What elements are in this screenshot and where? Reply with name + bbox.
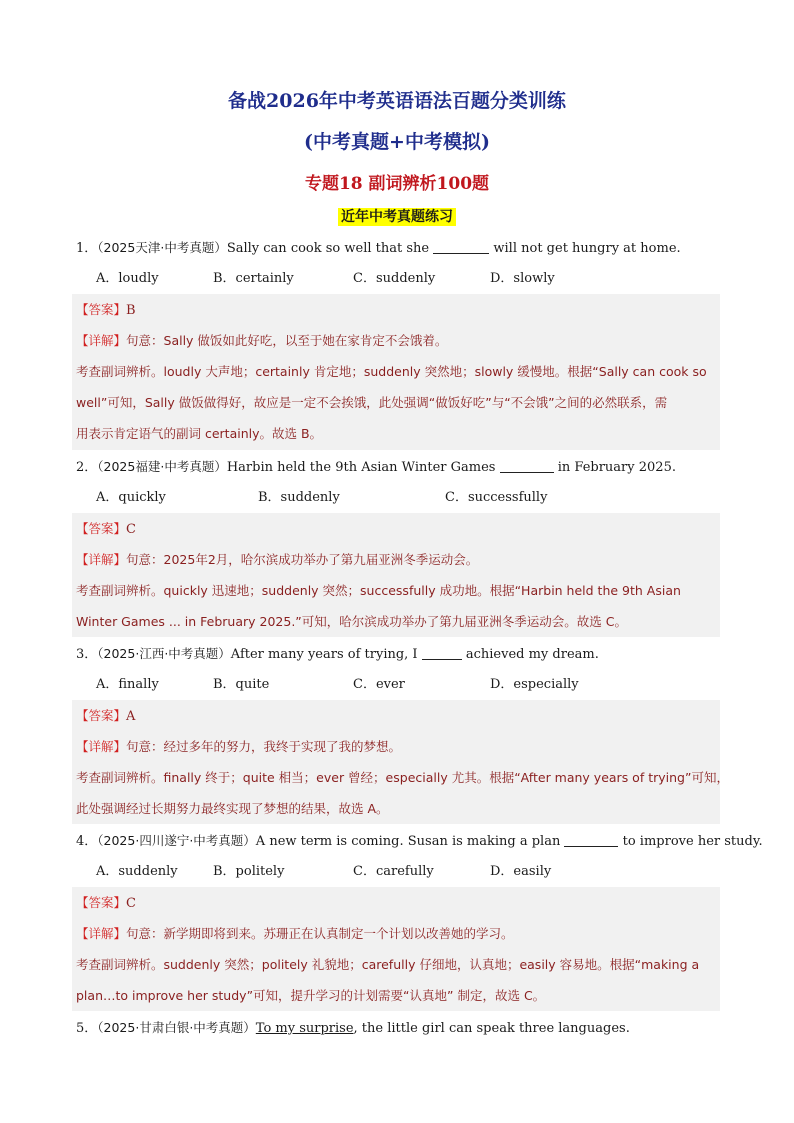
answer-line — [76, 708, 135, 725]
section-heading — [0, 206, 794, 226]
detail-meaning: 句意：新学期即将到来。苏珊正在认真制定一个计划以改善她的学习。 — [126, 926, 514, 941]
question-text: will not get hungry at home. — [493, 241, 681, 256]
detail-line — [76, 552, 478, 568]
question-source: （2025·四川遂宁·中考真题） — [97, 833, 256, 848]
detail-meaning: 句意：Sally 做饭如此好吃，以至于她在家肯定不会饿着。 — [126, 333, 448, 348]
answer-value: B — [126, 303, 136, 318]
question-text: Harbin held the 9th Asian Winter Games — [226, 460, 496, 475]
option-d: D．easily — [490, 864, 552, 879]
detail-label: 【详解】 — [76, 552, 127, 567]
question-text: After many years of trying, I — [230, 647, 418, 662]
topic-heading: 专题18 副词辨析100题 — [304, 174, 490, 194]
detail-label: 【详解】 — [76, 926, 127, 941]
answer-blank — [433, 241, 489, 254]
detail-line — [76, 926, 514, 942]
question-number: 2． — [76, 460, 98, 475]
question-text: to improve her study. — [622, 834, 763, 849]
option-d: D．especially — [490, 677, 579, 692]
analysis-line: 用表示肯定语气的副词 certainly。故选 B。 — [76, 426, 323, 441]
detail-line — [76, 333, 447, 349]
analysis-line: 考查副词辨析。suddenly 突然；politely 礼貌地；carefully 仔细地，认真地；easily 容易地。根据“making a — [76, 957, 700, 972]
detail-label: 【详解】 — [76, 739, 127, 754]
detail-meaning: 句意：2025年2月，哈尔滨成功举办了第九届亚洲冬季运动会。 — [126, 552, 479, 567]
detail-label: 【详解】 — [76, 333, 127, 348]
option-d: D．slowly — [490, 271, 555, 286]
option-a: A．suddenly — [96, 864, 178, 879]
question-text: achieved my dream. — [465, 647, 599, 662]
section-heading-text: 近年中考真题练习 — [338, 208, 456, 226]
detail-meaning: 句意：经过多年的努力，我终于实现了我的梦想。 — [126, 739, 402, 754]
analysis-line: 考查副词辨析。finally 终于；quite 相当；ever 曾经；especially 尤其。根据“After many years of trying”可知， — [76, 770, 729, 785]
answer-line — [76, 302, 136, 319]
question-source: （2025天津·中考真题） — [97, 240, 227, 255]
option-c: C．carefully — [353, 864, 434, 879]
answer-value: C — [126, 896, 136, 911]
question-number: 4． — [76, 834, 98, 849]
question-source: （2025·甘肃白银·中考真题） — [97, 1020, 256, 1035]
analysis-line: 考查副词辨析。loudly 大声地；certainly 肯定地；suddenly 突然地；slowly 缓慢地。根据“Sally can cook so — [76, 364, 707, 379]
answer-blank — [564, 834, 618, 847]
analysis-line: Winter Games ... in February 2025.”可知，哈尔滨成功举办了第九届亚洲冬季运动会。故选 C。 — [76, 614, 627, 629]
analysis-line: plan…to improve her study”可知，提升学习的计划需要“认真地” 制定，故选 C。 — [76, 988, 546, 1003]
answer-blank — [422, 647, 462, 660]
answer-label: 【答案】 — [76, 302, 127, 317]
answer-value: A — [126, 709, 136, 724]
question-number: 3． — [76, 647, 98, 662]
answer-line — [76, 521, 136, 538]
question-text: , the little girl can speak three languages. — [353, 1021, 630, 1036]
option-a: A．finally — [96, 677, 159, 692]
question-number: 1． — [76, 241, 98, 256]
analysis-line: well”可知，Sally 做饭做得好，故应是一定不会挨饿，此处强调“做饭好吃”与“不会饿”之间的必然联系，需 — [76, 395, 668, 410]
question-5-stem — [76, 1020, 630, 1037]
option-b: B．suddenly — [258, 490, 340, 505]
option-c: C．suddenly — [353, 271, 436, 286]
document-subtitle: (中考真题+中考模拟) — [304, 131, 490, 153]
answer-line — [76, 895, 136, 912]
question-2-stem — [76, 459, 676, 476]
question-1-stem — [76, 240, 681, 257]
option-c: C．ever — [353, 677, 405, 692]
underlined-phrase: To my surprise — [255, 1021, 354, 1036]
analysis-line: 考查副词辨析。quickly 迅速地；suddenly 突然；successfully 成功地。根据“Harbin held the 9th Asian — [76, 583, 681, 598]
detail-line — [76, 739, 401, 755]
option-b: B．politely — [213, 864, 285, 879]
answer-label: 【答案】 — [76, 708, 127, 723]
question-text: A new term is coming. Susan is making a plan — [255, 834, 561, 849]
question-3-stem — [76, 646, 599, 663]
answer-value: C — [126, 522, 136, 537]
question-source: （2025·江西·中考真题） — [97, 646, 231, 661]
question-number: 5． — [76, 1021, 98, 1036]
answer-label: 【答案】 — [76, 895, 127, 910]
option-b: B．quite — [213, 677, 270, 692]
document-title: 备战2026年中考英语语法百题分类训练 — [228, 90, 566, 112]
option-c: C．successfully — [445, 490, 548, 505]
question-text: Sally can cook so well that she — [226, 241, 430, 256]
question-4-stem — [76, 833, 763, 850]
option-a: A．quickly — [96, 490, 166, 505]
question-source: （2025福建·中考真题） — [97, 459, 227, 474]
answer-label: 【答案】 — [76, 521, 127, 536]
analysis-line: 此处强调经过长期努力最终实现了梦想的结果，故选 A。 — [76, 801, 389, 816]
option-a: A．loudly — [96, 271, 159, 286]
answer-blank — [500, 460, 554, 473]
option-b: B．certainly — [213, 271, 294, 286]
question-text: in February 2025. — [557, 460, 676, 475]
